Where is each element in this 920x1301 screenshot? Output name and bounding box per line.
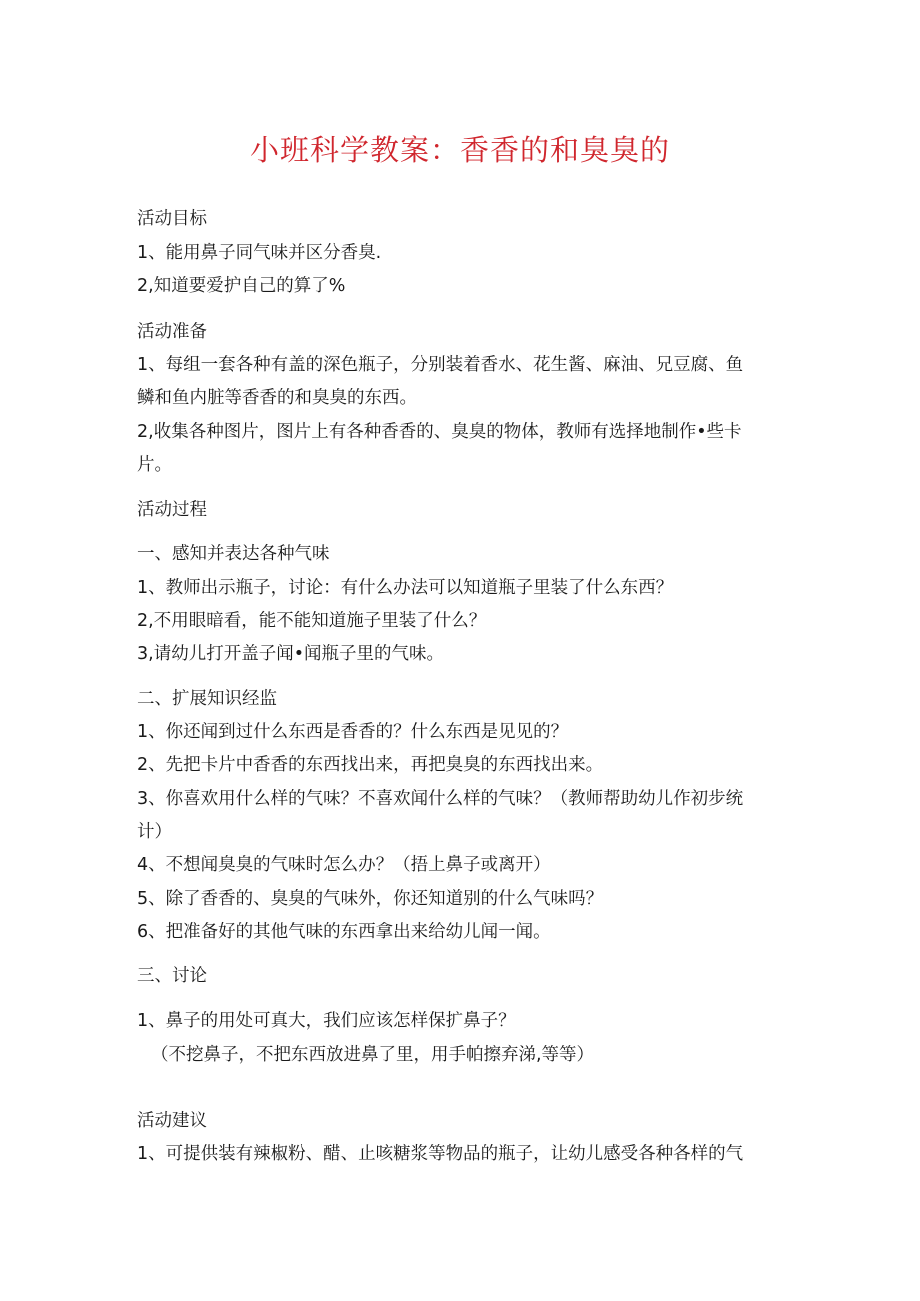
process-part-3-item-1-note: （不挖鼻子，不把东西放进鼻了里，用手帕擦弃涕,等等） xyxy=(151,1045,595,1065)
process-part-2-heading: 二、扩展知识经监 xyxy=(137,689,277,709)
prep-item-1-line-2: 鳞和鱼内脏等香香的和臭臭的东西。 xyxy=(137,388,417,408)
suggestion-item-1: 1、可提供装有辣椒粉、醋、止咳糖浆等物品的瓶子，让幼儿感受各种各样的气 xyxy=(137,1144,744,1164)
process-part-2-item-4: 4、不想闻臭臭的气味时怎么办？（捂上鼻子或离开） xyxy=(137,855,551,875)
process-part-2-item-6: 6、把准备好的其他气味的东西拿出来给幼儿闻一闻。 xyxy=(137,922,551,942)
process-part-1-item-3: 3,请幼儿打开盖子闻•闻瓶子里的气味。 xyxy=(137,644,445,664)
section-heading-process: 活动过程 xyxy=(137,500,207,520)
process-part-1-heading: 一、感知并表达各种气味 xyxy=(137,544,330,564)
goal-item-2: 2,知道要爱护自己的算了% xyxy=(137,276,346,296)
section-heading-goals: 活动目标 xyxy=(137,209,207,229)
process-part-3-item-1: 1、鼻子的用处可真大，我们应该怎样保扩鼻子？ xyxy=(137,1011,516,1031)
prep-item-2-line-2: 片。 xyxy=(137,455,172,475)
document-title: 小班科学教案：香香的和臭臭的 xyxy=(249,133,670,167)
prep-item-1-line-1: 1、每组一套各种有盖的深色瓶子，分别装着香水、花生酱、麻油、兄豆腐、鱼 xyxy=(137,355,744,375)
process-part-2-item-3-line-1: 3、你喜欢用什么样的气味？不喜欢闻什么样的气味？（教师帮助幼儿作初步统 xyxy=(137,789,744,809)
process-part-2-item-3-line-2: 计） xyxy=(137,822,172,842)
prep-item-2-line-1: 2,收集各种图片，图片上有各种香香的、臭臭的物体，教师有选择地制作•些卡 xyxy=(137,422,742,442)
process-part-1-item-1: 1、教师出示瓶子，讨论：有什么办法可以知道瓶子里装了什么东西？ xyxy=(137,578,674,598)
process-part-1-item-2: 2,不用眼暗看，能不能知道施子里装了什么？ xyxy=(137,611,487,631)
section-heading-preparation: 活动准备 xyxy=(137,322,207,342)
process-part-3-heading: 三、讨论 xyxy=(137,966,207,986)
process-part-2-item-1: 1、你还闻到过什么东西是香香的？什么东西是见见的？ xyxy=(137,722,569,742)
process-part-2-item-2: 2、先把卡片中香香的东西找出来，再把臭臭的东西找出来。 xyxy=(137,755,604,775)
goal-item-1: 1、能用鼻子同气味并区分香臭. xyxy=(137,243,382,263)
section-heading-suggestions: 活动建议 xyxy=(137,1111,207,1131)
process-part-2-item-5: 5、除了香香的、臭臭的气味外，你还知道别的什么气味吗？ xyxy=(137,889,604,909)
